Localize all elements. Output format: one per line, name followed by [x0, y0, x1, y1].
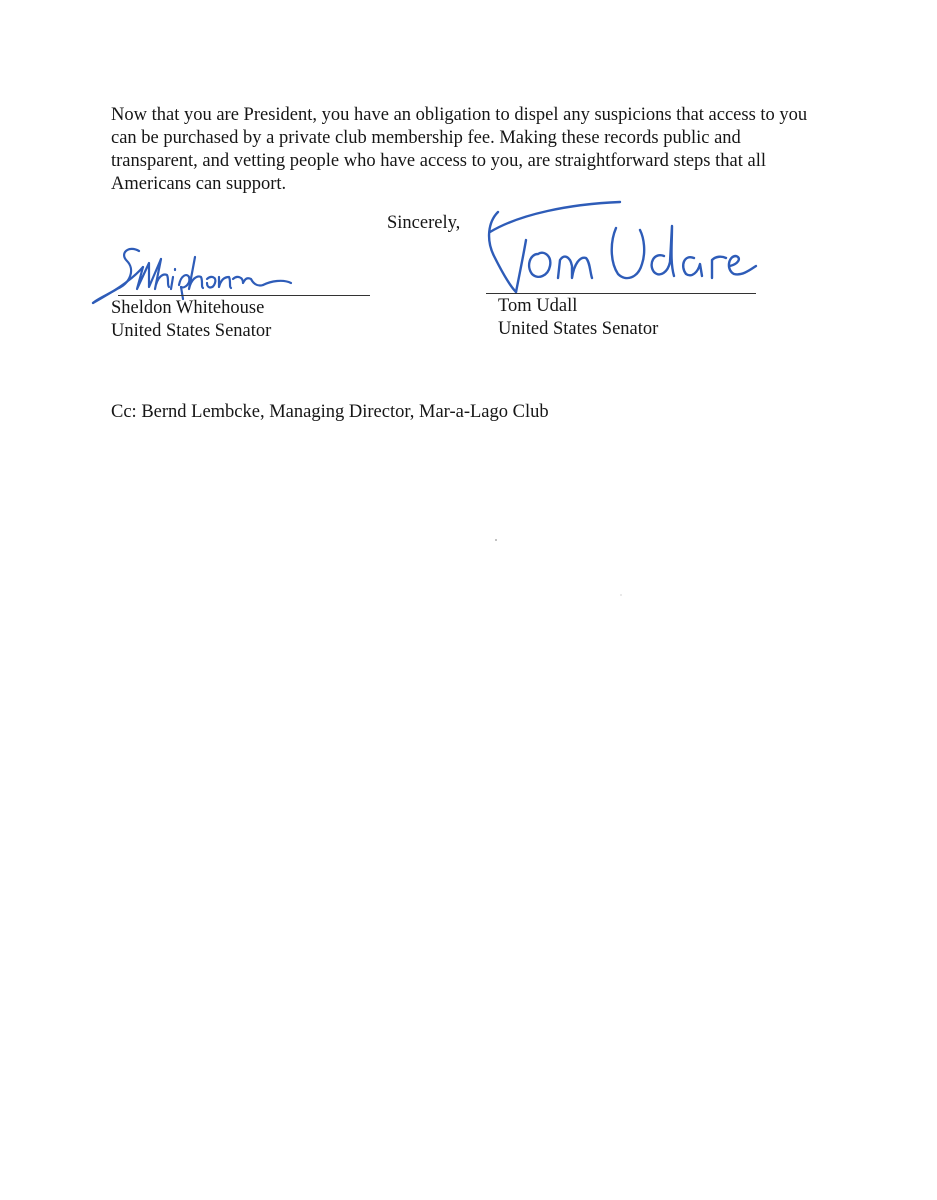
body-line: Americans can support.	[111, 174, 287, 194]
handwritten-signature-udall	[480, 192, 770, 297]
signer-name: Tom Udall	[498, 296, 578, 316]
body-line: can be purchased by a private club membership fee. Making these records public and	[111, 128, 741, 148]
letter-body	[111, 104, 831, 196]
cc-line: Cc: Bernd Lembcke, Managing Director, Mar-a-Lago Club	[111, 402, 549, 422]
scan-speck	[495, 539, 497, 541]
body-line: Now that you are President, you have an obligation to dispel any suspicions that access to you	[111, 105, 808, 125]
signature-line	[486, 293, 756, 294]
scan-speck	[620, 594, 622, 596]
closing-salutation: Sincerely,	[387, 213, 461, 233]
signature-line	[118, 295, 370, 296]
signer-title: United States Senator	[498, 319, 659, 339]
signer-name: Sheldon Whitehouse	[111, 298, 265, 318]
body-line: transparent, and vetting people who have access to you, are straightforward steps that all	[111, 151, 766, 171]
signer-title: United States Senator	[111, 321, 272, 341]
